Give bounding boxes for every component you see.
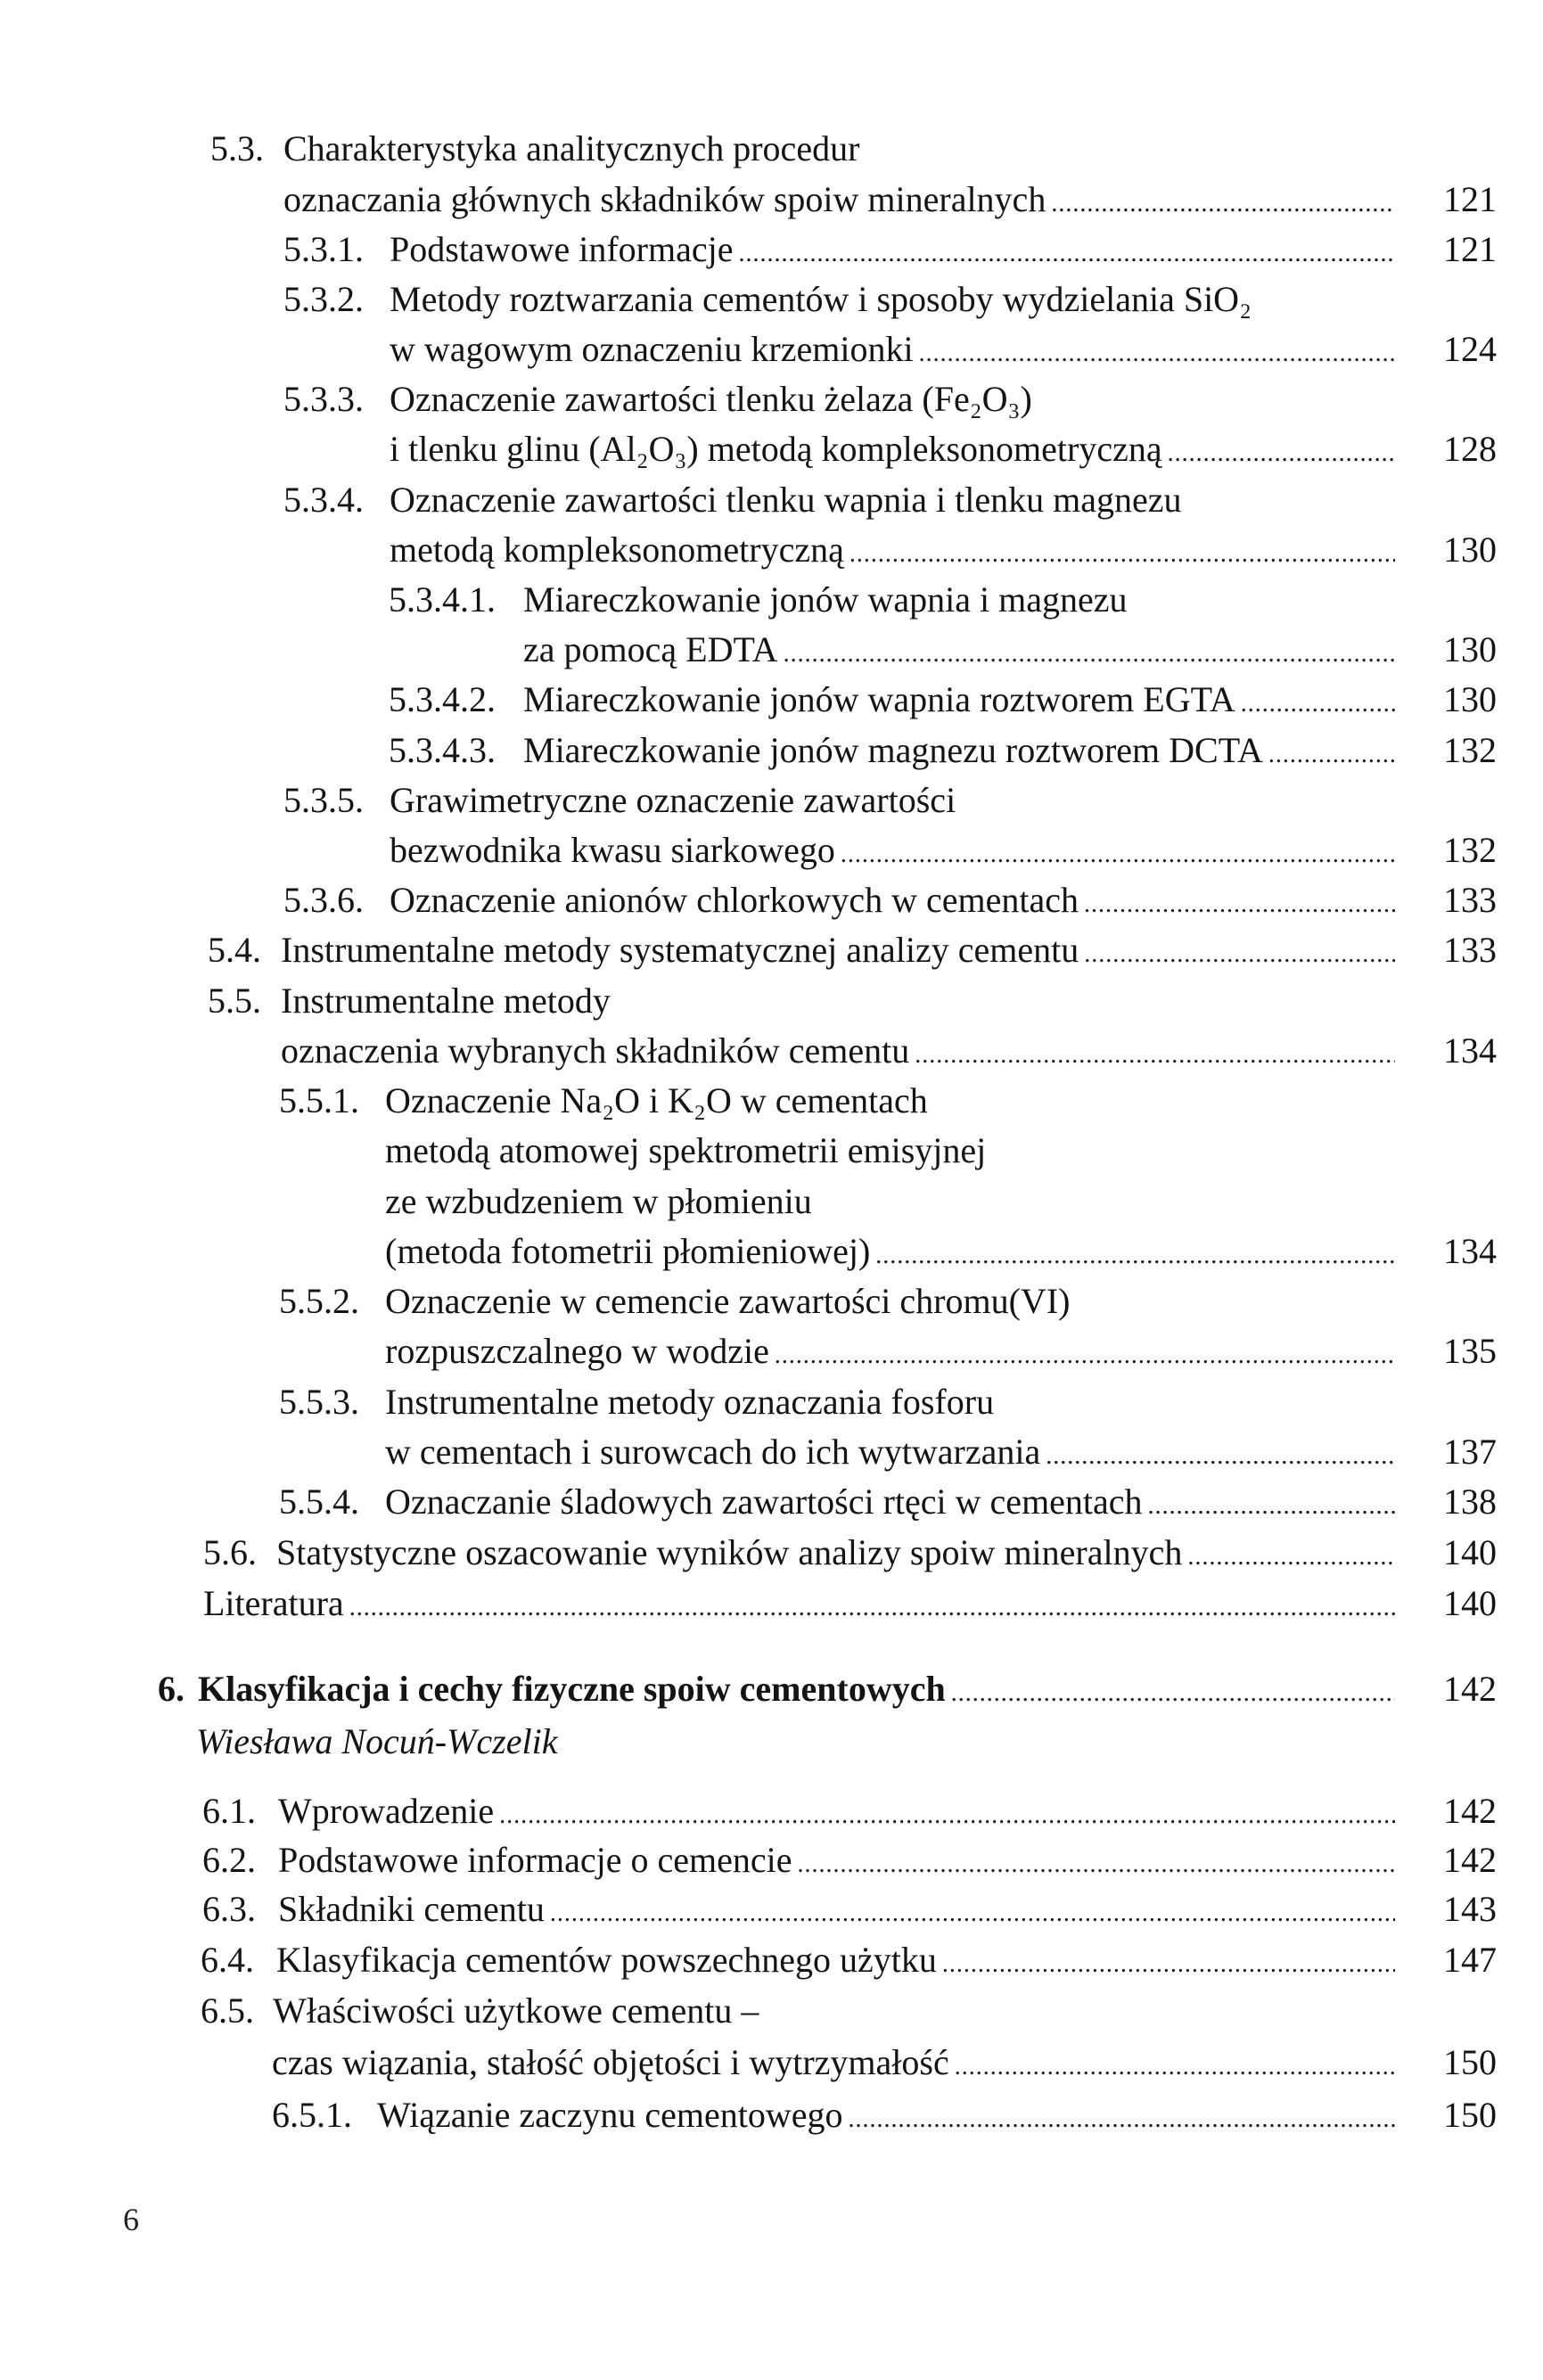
entry-title: rozpuszczalnego w wodzie (385, 1331, 769, 1371)
entry-page-number: 142 (1443, 1791, 1497, 1831)
entry-title: (metoda fotometrii płomieniowej) (385, 1231, 871, 1271)
entry-title: Oznaczenie w cemencie zawartości chromu(VI) (385, 1281, 1071, 1321)
entry-title: Składniki cementu (278, 1889, 545, 1929)
entry-number: 5.3.2. (283, 279, 364, 319)
toc-entry-5-3-5[interactable] (0, 778, 1543, 823)
entry-title: Oznaczenie zawartości tlenku wapnia i tlenku magnezu (390, 480, 1182, 520)
entry-title: Charakterystyka analitycznych procedur (283, 128, 860, 168)
dot-leader (797, 1842, 1395, 1887)
toc-entry-5-3-2-cont[interactable] (0, 327, 1543, 372)
entry-page-number: 140 (1443, 1583, 1497, 1623)
entry-title: bezwodnika kwasu siarkowego (390, 830, 835, 870)
entry-number: 5.5.3. (279, 1382, 359, 1422)
toc-entry-5-5-cont[interactable] (0, 1029, 1543, 1073)
dot-leader (738, 232, 1395, 276)
toc-entry-5-5-1-cont-1[interactable] (0, 1128, 1543, 1173)
entry-number: 5.3. (210, 128, 264, 168)
entry-number: 5.3.6. (283, 880, 364, 920)
toc-entry-5-4[interactable] (0, 928, 1543, 973)
entry-title: za pomocą EDTA (523, 629, 778, 669)
toc-entry-6-2[interactable] (0, 1838, 1543, 1883)
dot-leader (951, 1671, 1395, 1716)
entry-title: Oznaczenie anionów chlorkowych w cementach (390, 880, 1079, 920)
toc-entry-5-5-1-cont-2[interactable] (0, 1179, 1543, 1224)
entry-title: Grawimetryczne oznaczenie zawartości (390, 780, 956, 820)
entry-title: oznaczenia wybranych składników cementu (281, 1030, 910, 1071)
toc-entry-5-3-5-cont[interactable] (0, 828, 1543, 873)
dot-leader (849, 532, 1395, 577)
entry-page-number: 142 (1443, 1840, 1497, 1880)
entry-title: Instrumentalne metody oznaczania fosforu (385, 1382, 995, 1422)
entry-number: 5.5.2. (279, 1281, 359, 1321)
entry-title: Literatura (203, 1583, 344, 1623)
dot-leader (1268, 733, 1395, 777)
dot-leader (1046, 1434, 1395, 1479)
entry-title: w cementach i surowcach do ich wytwarzania (385, 1432, 1041, 1472)
toc-entry-5-3-4-3[interactable] (0, 728, 1543, 773)
entry-number: 6.5.1. (272, 2095, 352, 2135)
entry-title: Statystyczne oszacowanie wyników analizy spoiw mineralnych (276, 1532, 1183, 1572)
entry-number: 5.3.1. (283, 229, 364, 269)
toc-entry-literatura[interactable] (0, 1581, 1543, 1626)
toc-entry-5-3-2[interactable] (0, 277, 1543, 322)
dot-leader (1168, 431, 1395, 476)
toc-entry-6-5-1[interactable] (0, 2093, 1543, 2138)
entry-page-number: 140 (1443, 1532, 1497, 1572)
dot-leader (1241, 682, 1395, 726)
entry-title: metodą kompleksonometryczną (390, 529, 844, 570)
entry-title: i tlenku glinu (Al₂O₃) metodą kompleksonometryczną (390, 429, 1162, 469)
chapter-heading[interactable] (0, 1667, 1543, 1711)
entry-title: oznaczania głównych składników spoiw mineralnych (283, 179, 1046, 219)
toc-entry-5-5-1[interactable] (0, 1079, 1543, 1123)
dot-leader (849, 2097, 1395, 2142)
entry-title: Miareczkowanie jonów magnezu roztworem DCTA (523, 730, 1263, 770)
dot-leader (841, 833, 1395, 877)
toc-entry-5-5-4[interactable] (0, 1480, 1543, 1524)
entry-number: 5.4. (208, 930, 261, 970)
toc-entry-5-3-3[interactable] (0, 377, 1543, 422)
entry-page-number: 132 (1443, 730, 1497, 770)
entry-page-number: 130 (1443, 529, 1497, 570)
entry-number: 6.3. (202, 1889, 256, 1929)
entry-title: Klasyfikacja cementów powszechnego użytku (276, 1940, 937, 1980)
toc-entry-5-3-4-cont[interactable] (0, 528, 1543, 572)
dot-leader (550, 1892, 1395, 1936)
dot-leader (1084, 882, 1395, 927)
dot-leader (915, 1033, 1395, 1078)
toc-entry-5-3-cont[interactable] (0, 177, 1543, 222)
toc-entry-5-3-4[interactable] (0, 478, 1543, 522)
entry-page-number: 143 (1443, 1889, 1497, 1929)
toc-entry-5-3-6[interactable] (0, 878, 1543, 923)
dot-leader (1084, 932, 1395, 977)
entry-number: 5.6. (203, 1532, 257, 1572)
entry-number: 6.5. (201, 1990, 254, 2031)
entry-page-number: 137 (1443, 1432, 1497, 1472)
toc-entry-5-5-1-cont-3[interactable] (0, 1229, 1543, 1274)
entry-title: Wiązanie zaczynu cementowego (377, 2095, 843, 2135)
entry-title: ze wzbudzeniem w płomieniu (385, 1181, 812, 1221)
toc-entry-5-3-4-2[interactable] (0, 677, 1543, 722)
entry-page-number: 138 (1443, 1481, 1497, 1522)
entry-title: Podstawowe informacje o cemencie (278, 1840, 792, 1880)
entry-page-number: 124 (1443, 329, 1497, 369)
toc-entry-6-5-cont[interactable] (0, 2040, 1543, 2085)
chapter-title: Klasyfikacja i cechy fizyczne spoiw cementowych (198, 1669, 946, 1709)
toc-entry-5-6[interactable] (0, 1531, 1543, 1575)
entry-title: metodą atomowej spektrometrii emisyjnej (385, 1130, 987, 1170)
entry-title: Oznaczanie śladowych zawartości rtęci w cementach (385, 1481, 1143, 1522)
toc-entry-6-4[interactable] (0, 1938, 1543, 1982)
toc-entry-5-3-4-1[interactable] (0, 578, 1543, 622)
entry-title: Instrumentalne metody systematycznej analizy cementu (281, 930, 1079, 970)
entry-title: Oznaczenie Na₂O i K₂O w cementach (385, 1080, 928, 1120)
entry-title: Metody roztwarzania cementów i sposoby wydzielania SiO₂ (390, 279, 1252, 319)
entry-page-number: 133 (1443, 930, 1497, 970)
entry-number: 5.3.5. (283, 780, 364, 820)
dot-leader (784, 632, 1395, 677)
entry-page-number: 135 (1443, 1331, 1497, 1371)
dot-leader (1187, 1535, 1395, 1580)
page-number-folio: 6 (123, 2202, 139, 2237)
toc-entry-5-5[interactable] (0, 979, 1543, 1023)
entry-number: 5.3.4.2. (389, 679, 496, 719)
entry-title: Właściwości użytkowe cementu – (273, 1990, 759, 2031)
entry-title: Miareczkowanie jonów wapnia roztworem EGTA (523, 679, 1235, 719)
entry-page-number: 121 (1443, 229, 1497, 269)
entry-number: 6.2. (202, 1840, 256, 1880)
toc-entry-5-3-4-1-cont[interactable] (0, 628, 1543, 672)
entry-page-number: 130 (1443, 629, 1497, 669)
entry-page-number: 128 (1443, 429, 1497, 469)
toc-entry-5-3[interactable] (0, 127, 1543, 171)
entry-page-number: 134 (1443, 1030, 1497, 1071)
dot-leader (1148, 1484, 1395, 1529)
entry-page-number: 150 (1443, 2095, 1497, 2135)
toc-entry-6-1[interactable] (0, 1789, 1543, 1834)
dot-leader (942, 1942, 1395, 1987)
entry-number: 5.3.4. (283, 480, 364, 520)
chapter-page-number: 142 (1443, 1669, 1497, 1709)
toc-entry-5-3-3-cont[interactable] (0, 427, 1543, 472)
toc-entry-6-5[interactable] (0, 1989, 1543, 2033)
entry-page-number: 147 (1443, 1940, 1497, 1980)
entry-number: 5.5.4. (279, 1481, 359, 1522)
entry-number: 5.3.4.1. (389, 579, 496, 620)
entry-title: Wprowadzenie (278, 1791, 495, 1831)
dot-leader (775, 1334, 1395, 1378)
entry-page-number: 132 (1443, 830, 1497, 870)
entry-title: czas wiązania, stałość objętości i wytrzymałość (272, 2042, 949, 2082)
entry-title: Instrumentalne metody (281, 981, 611, 1021)
toc-entry-5-5-2[interactable] (0, 1279, 1543, 1324)
dot-leader (875, 1234, 1395, 1278)
entry-number: 5.3.3. (283, 379, 364, 419)
entry-number: 6.4. (201, 1940, 254, 1980)
toc-entry-5-5-2-cont[interactable] (0, 1329, 1543, 1374)
entry-title: w wagowym oznaczeniu krzemionki (390, 329, 914, 369)
entry-title: Podstawowe informacje (390, 229, 734, 269)
author-name: Wiesława Nocuń-Wczelik (196, 1721, 558, 1761)
dot-leader (499, 1793, 1395, 1838)
toc-entry-5-5-3-cont[interactable] (0, 1430, 1543, 1474)
entry-page-number: 150 (1443, 2042, 1497, 2082)
entry-number: 5.5. (208, 981, 261, 1021)
dot-leader (1051, 182, 1395, 226)
entry-title: Oznaczenie zawartości tlenku żelaza (Fe₂O₃) (390, 379, 1032, 419)
toc-entry-6-3[interactable] (0, 1887, 1543, 1932)
entry-number: 5.3.4.3. (389, 730, 496, 770)
dot-leader (919, 332, 1395, 376)
entry-page-number: 121 (1443, 179, 1497, 219)
entry-page-number: 133 (1443, 880, 1497, 920)
toc-entry-5-3-1[interactable] (0, 227, 1543, 272)
dot-leader (955, 2045, 1395, 2089)
dot-leader (349, 1586, 1395, 1630)
entry-number: 6.1. (202, 1791, 256, 1831)
entry-title: Miareczkowanie jonów wapnia i magnezu (523, 579, 1128, 620)
chapter-author (0, 1719, 1543, 1764)
entry-number: 5.5.1. (279, 1080, 359, 1120)
toc-entry-5-5-3[interactable] (0, 1380, 1543, 1424)
entry-page-number: 134 (1443, 1231, 1497, 1271)
entry-page-number: 130 (1443, 679, 1497, 719)
chapter-number: 6. (158, 1669, 185, 1709)
